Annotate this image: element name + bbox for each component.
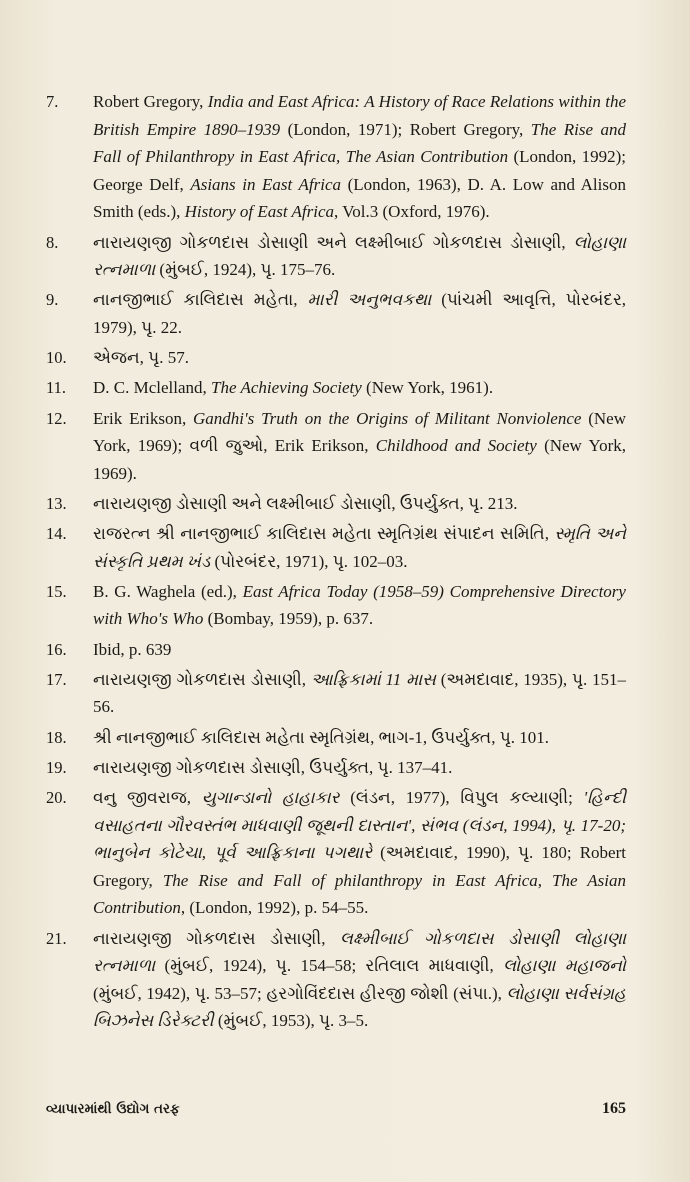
endnote-item: [46, 925, 626, 1035]
endnote-title-italic: Childhood and Society: [375, 436, 537, 456]
endnote-text-span: (અમદાવાદ, 1990), પૃ. 180; Robert Gregory,: [93, 843, 626, 890]
endnote-title-italic: આફ્રિકામાં 11 માસ: [310, 669, 436, 689]
endnote-text-span: નારાયણજી ગોકળદાસ ડોસાણી,: [93, 669, 311, 689]
endnote-text-span: (New York, 1969).: [93, 436, 626, 483]
endnote-text: [93, 520, 626, 575]
endnote-text-span: B. G. Waghela (ed.),: [93, 581, 243, 601]
endnote-number: 19.: [46, 757, 67, 777]
endnote-text-span: (લંડન, 1977), વિપુલ કલ્યાણી;: [339, 787, 584, 807]
endnote-text-span: (મુંબઈ, 1953), પૃ. 3–5.: [213, 1011, 369, 1031]
page-number: 165: [602, 1100, 626, 1117]
endnote-title-italic: The Rise and Fall of Philanthropy in East Africa, The Asian Contribution: [93, 119, 626, 167]
endnote-text-span: (London, 1963), D. A. Low and Alison Smith (eds.),: [93, 174, 626, 222]
endnote-number: 8.: [46, 232, 59, 252]
endnote-title-italic: India and East Africa: A History of Race Relations within the British Empire 1890–1939: [93, 92, 626, 139]
endnote-text: [93, 88, 626, 226]
endnote-text: [93, 374, 626, 402]
endnote-text-span: નારાયણજી ગોકળદાસ ડોસાણી, ઉપર્યુક્ત, પૃ. 137–41.: [93, 757, 453, 777]
endnote-item: [46, 490, 626, 518]
endnote-text-span: (New York, 1961).: [361, 378, 494, 398]
endnote-text-span: નારાયણજી ગોકળદાસ ડોસાણી,: [93, 928, 340, 948]
endnote-item: [46, 578, 626, 633]
endnote-item: [46, 344, 626, 372]
endnote-title-italic: મારી અનુભવકથા: [307, 290, 432, 310]
endnote-number: 10.: [46, 348, 67, 368]
endnote-item: [46, 784, 626, 922]
endnote-title-italic: સ્મૃતિ અને સંસ્કૃતિ પ્રથમ ખંડ: [93, 524, 626, 571]
endnote-item: [46, 754, 626, 782]
endnote-title-italic: East Africa Today (1958–59) Comprehensive Directory with Who's Who: [93, 581, 626, 629]
page-footer: [46, 1100, 626, 1118]
endnote-text-span: (મુંબઈ, 1924), પૃ. 175–76.: [155, 260, 336, 280]
endnote-text-span: (પોરબંદર, 1971), પૃ. 102–03.: [210, 551, 408, 571]
endnote-text-span: , (London, 1992), p. 54–55.: [180, 898, 369, 918]
endnote-text: [93, 405, 626, 488]
endnote-text-span: (New York, 1969); વળી જુઓ, Erik Erikson,: [93, 408, 627, 456]
endnote-text: [93, 229, 626, 284]
endnote-text-span: Ibid, p. 639: [93, 639, 172, 659]
endnote-text-span: એજન, પૃ. 57.: [93, 348, 189, 368]
running-footer-title: વ્યાપારમાંથી ઉદ્યોગ તરફ: [46, 1101, 180, 1117]
endnote-text-span: (મુંબઈ, 1924), પૃ. 154–58; રતિલાલ માધવાણી,: [155, 956, 504, 976]
endnote-number: 9.: [46, 290, 59, 310]
endnote-text-span: વનુ જીવરાજ,: [93, 787, 202, 807]
endnote-title-italic: The Rise and Fall of philanthropy in East Africa, The Asian Contribution: [93, 870, 626, 918]
endnote-text-span: (London, 1992); George Delf,: [93, 147, 626, 194]
endnote-text-span: D. C. Mclelland,: [93, 378, 212, 398]
endnote-title-italic: Gandhi's Truth on the Origins of Militant Nonviolence: [193, 408, 582, 428]
endnote-number: 13.: [46, 493, 67, 513]
endnote-text: [93, 666, 626, 721]
endnote-title-italic: લક્ષ્મીબાઈ ગોકળદાસ ડોસાણી લોહાણા રત્નમાળા: [93, 928, 626, 976]
endnote-text-span: નારાયણજી ગોકળદાસ ડોસાણી અને લક્ષ્મીબાઈ ગોકળદાસ ડોસાણી,: [93, 232, 574, 252]
endnotes-list: [46, 88, 626, 1038]
endnote-title-italic: લોહાણા મહાજનો: [503, 956, 627, 976]
endnote-item: [46, 374, 626, 402]
endnote-text-span: Erik Erikson,: [93, 408, 194, 428]
endnote-item: [46, 229, 626, 284]
endnote-number: 15.: [46, 581, 67, 601]
endnote-text-span: (પાંચમી આવૃત્તિ, પોરબંદર, 1979), પૃ. 22.: [93, 290, 626, 337]
endnote-text: [93, 344, 626, 372]
endnote-number: 11.: [46, 378, 67, 398]
endnote-title-italic: લોહાણા સર્વસંગ્રહ બિઝનેસ ડિરેક્ટરી: [93, 983, 626, 1031]
endnote-title-italic: 'હિન્દી વસાહતના ગૌરવસ્તંભ માધવાણી જૂથની દાસ્તાન', સંભવ (લંડન, 1994), પૃ. 17-20; ભાનુબેન કોટેચા, પૂર્વ આફ્રિકાના પગથારે: [93, 787, 626, 863]
endnote-number: 17.: [46, 669, 67, 689]
endnote-item: [46, 666, 626, 721]
endnote-number: 18.: [46, 727, 67, 747]
endnote-number: 21.: [46, 928, 67, 948]
endnote-text: [93, 636, 626, 664]
endnote-title-italic: The Achieving Society: [211, 378, 362, 398]
endnote-number: 16.: [46, 639, 67, 659]
endnote-text-span: નારાયણજી ડોસાણી અને લક્ષ્મીબાઈ ડોસાણી, ઉપર્યુક્ત, પૃ. 213.: [93, 493, 518, 513]
endnote-title-italic: History of East Africa: [184, 202, 334, 222]
endnote-text-span: (અમદાવાદ, 1935), પૃ. 151–56.: [93, 669, 626, 717]
endnote-text: [93, 754, 626, 782]
endnote-title-italic: લોહાણા રત્નમાળા: [93, 232, 626, 280]
endnote-text: [93, 784, 626, 922]
endnote-item: [46, 520, 626, 575]
endnote-text: [93, 490, 626, 518]
endnote-item: [46, 88, 626, 226]
endnote-item: [46, 724, 626, 752]
endnote-text-span: શ્રી નાનજીભાઈ કાલિદાસ મહેતા સ્મૃતિગ્રંથ, ભાગ-1, ઉપર્યુક્ત, પૃ. 101.: [93, 727, 549, 747]
endnote-text-span: Robert Gregory,: [93, 92, 208, 111]
endnote-text-span: નાનજીભાઈ કાલિદાસ મહેતા,: [93, 290, 308, 310]
endnote-text-span: (Bombay, 1959), p. 637.: [203, 609, 374, 629]
endnote-text-span: , Vol.3 (Oxford, 1976).: [334, 202, 490, 222]
endnote-text: [93, 925, 626, 1035]
endnote-text-span: (London, 1971); Robert Gregory,: [280, 119, 531, 139]
endnote-item: [46, 636, 626, 664]
endnote-title-italic: Asians in East Africa: [190, 174, 342, 194]
endnote-number: 14.: [46, 524, 67, 544]
endnote-text: [93, 724, 626, 752]
endnote-text-span: રાજરત્ન શ્રી નાનજીભાઈ કાલિદાસ મહેતા સ્મૃતિગ્રંથ સંપાદન સમિતિ,: [93, 524, 555, 544]
endnote-number: 20.: [46, 787, 67, 807]
endnote-number: 12.: [46, 408, 67, 428]
endnote-item: [46, 286, 626, 341]
endnote-item: [46, 405, 626, 488]
endnote-number: 7.: [46, 92, 59, 111]
endnote-title-italic: યુગાન્ડાનો હાહાકાર: [201, 787, 340, 807]
endnote-text: [93, 578, 626, 633]
endnote-text: [93, 286, 626, 341]
endnote-text-span: (મુંબઈ, 1942), પૃ. 53–57; હરગોવિંદદાસ હીરજી જોશી (સંપા.),: [93, 983, 507, 1003]
